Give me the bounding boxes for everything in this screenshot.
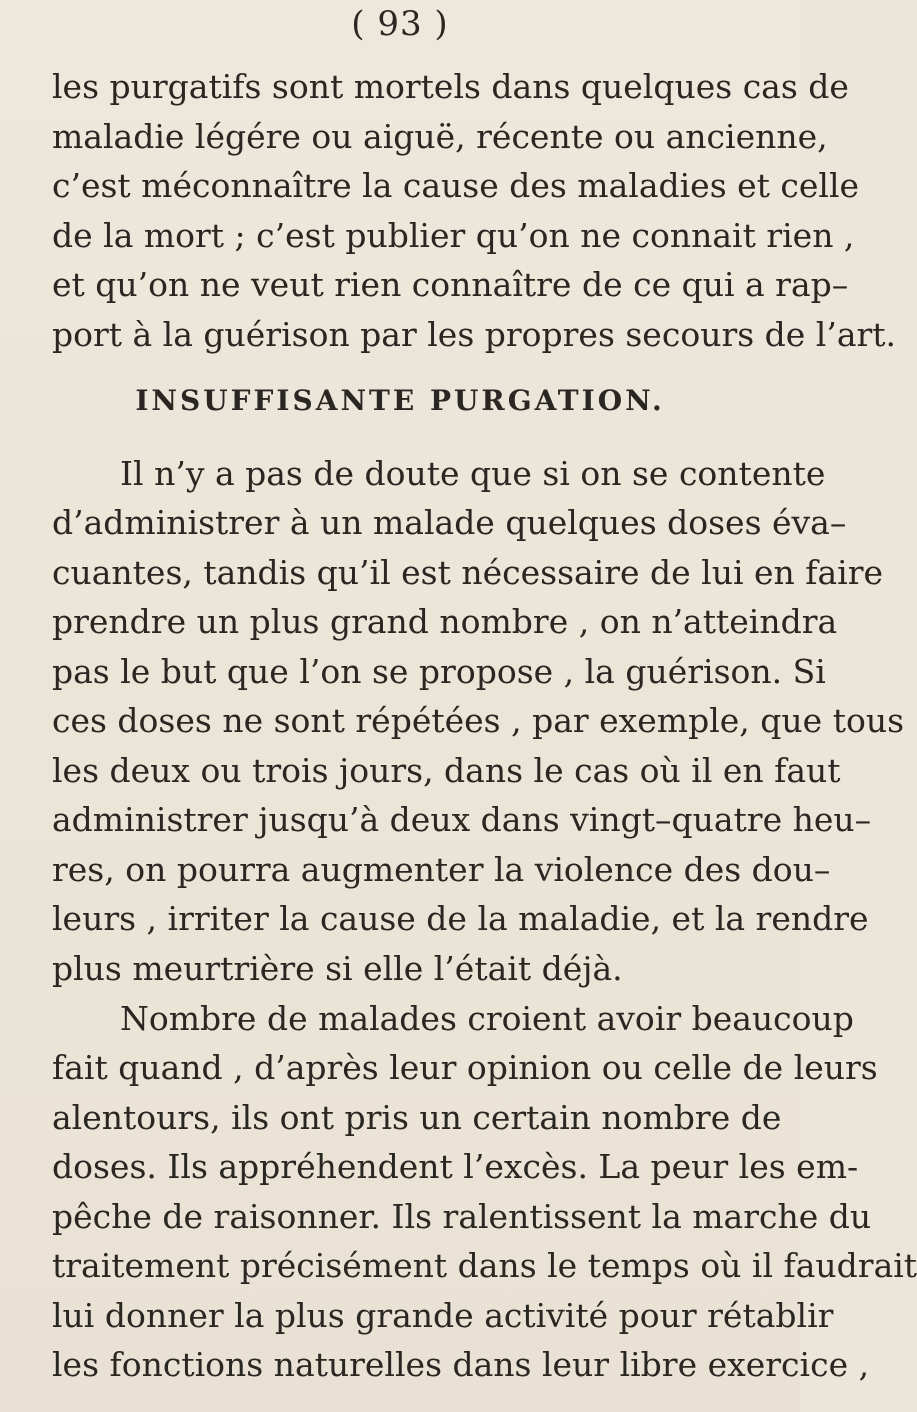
text-line: ces doses ne sont répétées , par exemple, que tous bbox=[52, 701, 905, 740]
text-line: leurs , irriter la cause de la maladie, et la rendre bbox=[52, 899, 869, 938]
text-line: lui donner la plus grande activité pour rétablir bbox=[52, 1296, 834, 1335]
text-line: d’administrer à un malade quelques doses éva– bbox=[52, 503, 847, 542]
text-line: cuantes, tandis qu’il est nécessaire de lui en faire bbox=[52, 553, 884, 592]
text-line: pas le but que l’on se propose , la guérison. Si bbox=[52, 652, 826, 691]
text-line: les deux ou trois jours, dans le cas où il en faut bbox=[52, 751, 841, 790]
text-line: traitement précisément dans le temps où il faudrait bbox=[52, 1246, 917, 1285]
text-line: prendre un plus grand nombre , on n’atteindra bbox=[52, 602, 838, 641]
text-line: alentours, ils ont pris un certain nombre de bbox=[52, 1098, 782, 1137]
text-line: port à la guérison par les propres secours de l’art. bbox=[52, 315, 897, 354]
text-line: les purgatifs sont mortels dans quelques cas de bbox=[52, 67, 849, 106]
text-line: c’est méconnaître la cause des maladies et celle bbox=[52, 166, 860, 205]
text-line: maladie légére ou aiguë, récente ou ancienne, bbox=[52, 117, 828, 156]
page-number: ( 93 ) bbox=[351, 4, 449, 44]
text-line: fait quand , d’après leur opinion ou celle de leurs bbox=[52, 1048, 878, 1087]
text-line: Il n’y a pas de doute que si on se contente bbox=[120, 454, 826, 493]
text-line: et qu’on ne veut rien connaître de ce qui a rap– bbox=[52, 265, 849, 304]
text-line: doses. Ils appréhendent l’excès. La peur les em- bbox=[52, 1147, 859, 1186]
text-line: res, on pourra augmenter la violence des dou– bbox=[52, 850, 831, 889]
text-line: les fonctions naturelles dans leur libre exercice , bbox=[52, 1345, 870, 1384]
section-heading: INSUFFISANTE PURGATION. bbox=[135, 384, 665, 417]
text-line: administrer jusqu’à deux dans vingt–quatre heu– bbox=[52, 800, 872, 839]
text-line: Nombre de malades croient avoir beaucoup bbox=[120, 999, 854, 1038]
text-line: plus meurtrière si elle l’était déjà. bbox=[52, 949, 623, 988]
text-line: pêche de raisonner. Ils ralentissent la marche du bbox=[52, 1197, 872, 1236]
text-line: de la mort ; c’est publier qu’on ne connait rien , bbox=[52, 216, 855, 255]
